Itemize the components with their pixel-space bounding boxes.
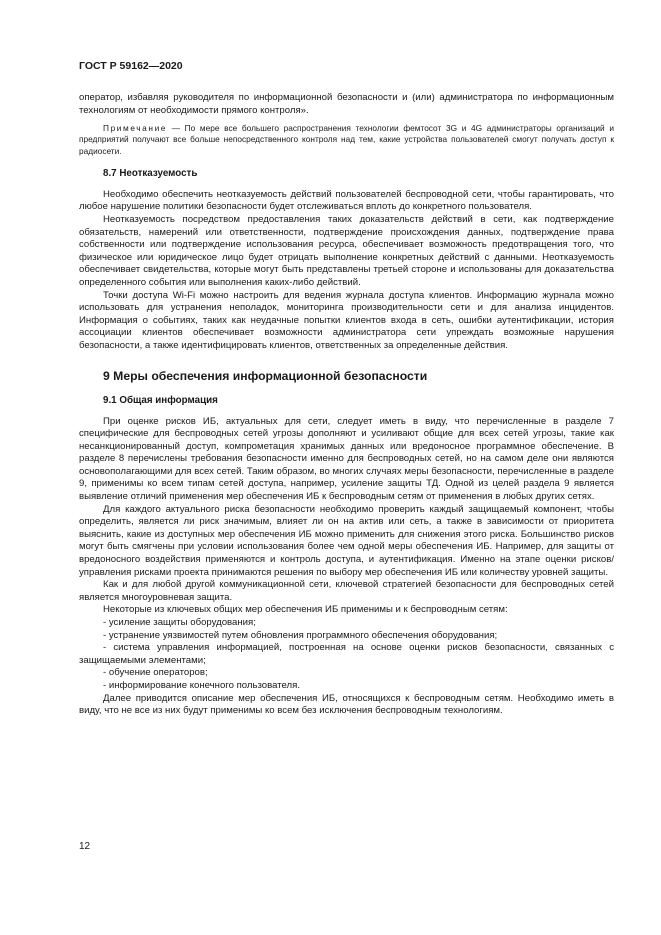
document-page	[79, 60, 614, 718]
list-item: - информирование конечного пользователя.	[103, 679, 300, 691]
paragraph: Точки доступа Wi-Fi можно настроить для ведения журнала доступа клиентов. Информацию журнала можно использовать для устранения неполадок, мониторинга производительности сети и для анализа инцидентов. Информация о событиях, таких как неудачные попытки клиентов входа в сеть, ошибки аутентификации, история ассоциации клиентов обеспечивает возможности администратора сети упреждать возможные нарушения безопасности, а также идентифицировать клиентов, ответственных за определенные действия.	[79, 289, 614, 351]
section-9-1-title: 9.1 Общая информация	[103, 394, 218, 406]
note-paragraph	[79, 123, 614, 157]
paragraph: Неотказуемость посредством предоставления таких доказательств действий в сети, как подтверждение обязательств, намерений или ответственности, подтверждение происхождения данных, подтверждение права собственности или подтверждение использования ресурса, обеспечивает возможность предотвращения того, что физическое или юридическое лицо будет отрицать выполнение конкретных действий с данными. Неотказуемость обеспечивает свидетельства, которые могут быть представлены третьей стороне и использованы для доказательства определенного события или выполнения каких-либо действий.	[79, 213, 614, 288]
paragraph: Далее приводится описание мер обеспечения ИБ, относящихся к беспроводным сетям. Необходимо иметь в виду, что не все из них будут применимы ко всем без исключения беспроводным технологиям.	[79, 692, 614, 717]
note-label: Примечание	[103, 123, 168, 134]
continuation-paragraph: оператор, избавляя руководителя по информационной безопасности и (или) администратора по информационным технологиям от необходимости прямого контроля».	[79, 92, 614, 116]
paragraph: Некоторые из ключевых общих мер обеспечения ИБ применимы и к беспроводным сетям:	[103, 604, 508, 616]
list-item: - обучение операторов;	[103, 667, 208, 679]
paragraph: Необходимо обеспечить неотказуемость действий пользователей беспроводной сети, чтобы гарантировать, что любое нарушение политики безопасности будет отслеживаться вплоть до конкретного пользователя.	[79, 188, 614, 213]
section-8-7-title: 8.7 Неотказуемость	[103, 167, 198, 179]
paragraph: При оценке рисков ИБ, актуальных для сети, следует иметь в виду, что перечисленные в разделе 7 специфические для беспроводных сетей угрозы дополняют и усиливают общие для всех сетей угрозы, такие как несанкционированный доступ, компрометация хранимых данных или вредоносное программное обеспечение. В разделе 8 перечислены требования безопасности именно для беспроводных сетей, но на самом деле они являются основополагающими для всех сетей. Таким образом, во многих случаях меры безопасности, перечисленные в разделе 9, применимы ко всем типам сетей доступа, например, усиление защиты ТД. Одной из целей раздела 9 является выявление отличий применения мер обеспечения ИБ к беспроводным сетям от применения в любых других сетях.	[79, 415, 614, 503]
paragraph: Как и для любой другой коммуникационной сети, ключевой стратегией безопасности для беспроводных сетей является многоуровневая защита.	[79, 579, 614, 603]
note-text: — По мере все большего распространения технологии фемтосот 3G и 4G администраторы организаций и предприятий получают все больше непосредственного контроля над тем, какие устройства пользователей смогут получать доступ к радиосети.	[79, 123, 614, 156]
page-number: 12	[79, 841, 91, 852]
list-item: - устранение уязвимостей путем обновления программного обеспечения оборудования;	[103, 629, 498, 641]
section-9-title: 9 Меры обеспечения информационной безопасности	[103, 368, 428, 383]
list-item: - усиление защиты оборудования;	[103, 617, 256, 629]
paragraph: Для каждого актуального риска безопасности необходимо проверить каждый защищаемый компонент, чтобы определить, является ли риск значимым, влияет ли он на актив или сеть, а также в зависимости от приоритета выяснить, какие из доступных мер обеспечения ИБ можно применить для снижения этого риска. Большинство рисков могут быть смягчены при условии использования более чем одной меры обеспечения ИБ. Например, для защиты от вредоносного воздействия применяются и контроль доступа, и аутентификация. Именно на этапе оценки рисков/управления рисками проекта принимаются решения по выбору мер обеспечения ИБ или количеству уровней защиты.	[79, 503, 614, 578]
list-item: - система управления информацией, построенная на основе оценки рисков безопасности, связанных с защищаемыми элементами;	[79, 642, 614, 666]
document-header: ГОСТ Р 59162—2020	[79, 60, 183, 72]
